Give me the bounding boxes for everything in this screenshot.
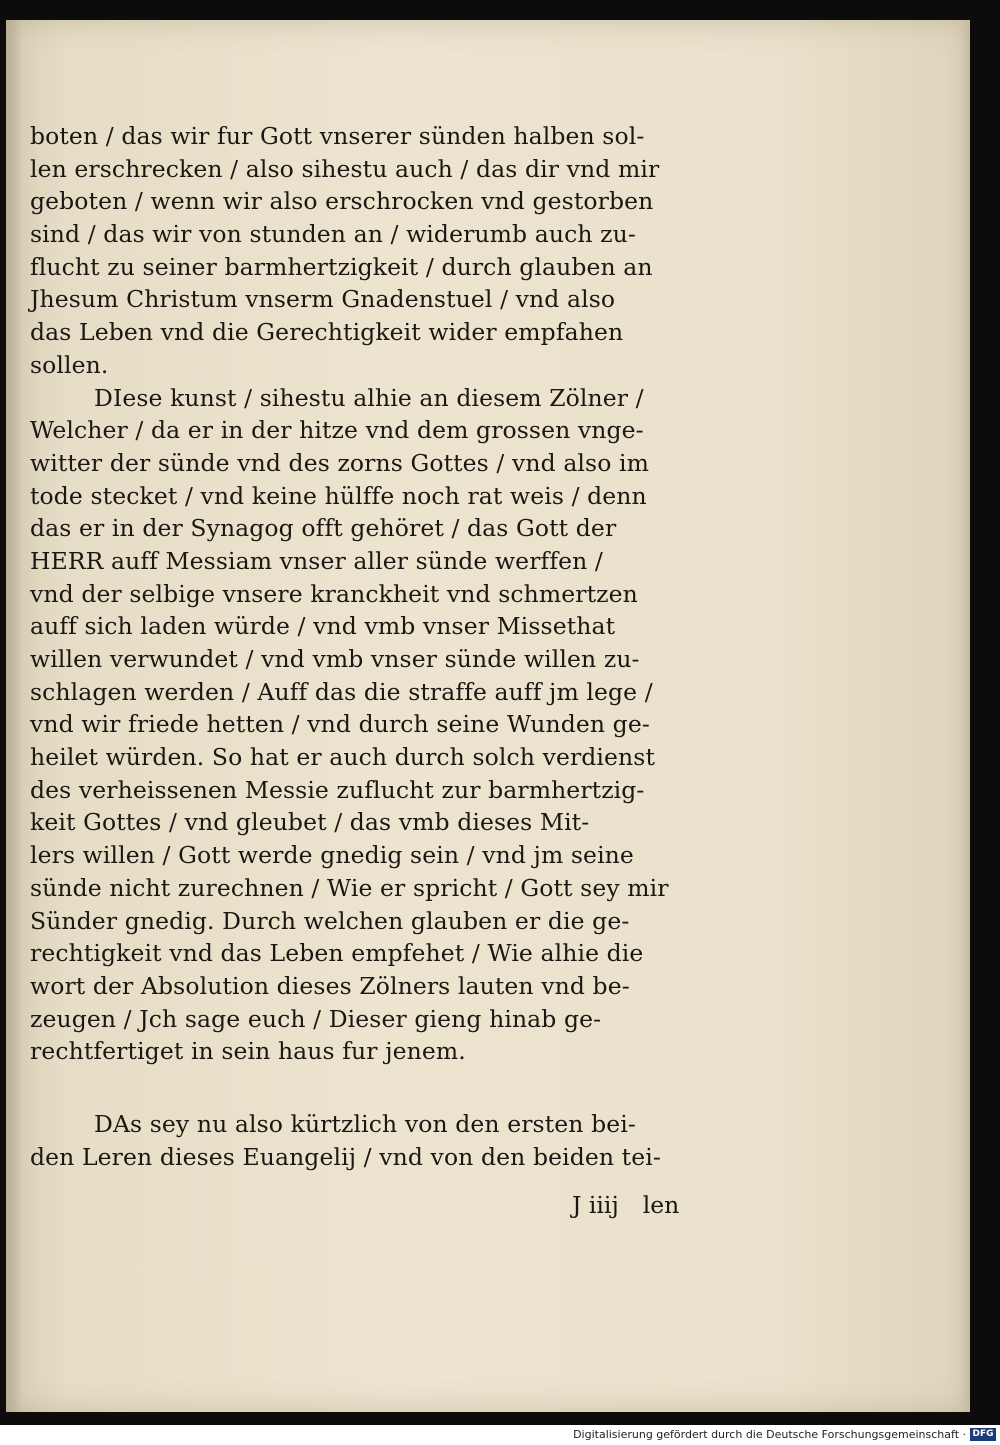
text-line: das Leben vnd die Gerechtigkeit wider empfahen (30, 318, 624, 347)
text-line: tode stecket / vnd keine hülffe noch rat weis / denn (30, 481, 647, 510)
paragraph-first-line: DAs sey nu also kürtzlich von den ersten bei- (94, 1109, 636, 1138)
text-line: willen verwundet / vnd vmb vnser sünde willen zu- (30, 645, 640, 673)
text-line: boten / das wir fur Gott vnserer sünden halben sol- (30, 122, 645, 150)
footer-bar (0, 1425, 1000, 1445)
funding-credit: Digitalisierung gefördert durch die Deutsche Forschungsgemeinschaft · (573, 1428, 966, 1441)
text-line: vnd der selbige vnsere kranckheit vnd schmertzen (30, 579, 638, 608)
page-foot (536, 1188, 746, 1222)
catchword: len (642, 1191, 680, 1219)
text-line: lers willen / Gott werde gnedig sein / vnd jm seine (30, 841, 634, 870)
text-line: wort der Absolution dieses Zölners lauten vnd be- (30, 971, 630, 1000)
text-line: geboten / wenn wir also erschrocken vnd gestorben (30, 187, 654, 216)
text-line: keit Gottes / vnd gleubet / das vmb dieses Mit- (30, 808, 590, 837)
dfg-logo-icon: DFG (970, 1428, 996, 1441)
text-line: des verheissenen Messie zuflucht zur barmhertzig- (30, 775, 645, 804)
text-line: Sünder gnedig. Durch welchen glauben er die ge- (30, 906, 630, 935)
paragraph-gap (30, 1068, 730, 1108)
text-line: len erschrecken / also sihestu auch / das dir vnd mir (30, 154, 660, 183)
text-line: sollen. (30, 350, 109, 379)
text-line: flucht zu seiner barmhertzigkeit / durch glauben an (30, 252, 653, 281)
text-line: HERR auff Messiam vnser aller sünde werffen / (30, 546, 603, 575)
paragraph-first-line: DIese kunst / sihestu alhie an diesem Zölner / (94, 383, 644, 412)
text-line: rechtfertiget in sein haus fur jenem. (30, 1037, 466, 1066)
page-edge-shadow (960, 20, 970, 1412)
text-line: Jhesum Christum vnserm Gnadenstuel / vnd also (30, 285, 616, 314)
text-line: Welcher / da er in der hitze vnd dem grossen vnge- (30, 416, 644, 445)
book-page (6, 20, 970, 1412)
text-line: das er in der Synagog offt gehöret / das Gott der (30, 514, 617, 543)
page-gutter-shadow (6, 20, 22, 1412)
signature-mark: J iiij (572, 1191, 619, 1219)
text-line: schlagen werden / Auff das die straffe auff jm lege / (30, 677, 653, 706)
text-line: vnd wir friede hetten / vnd durch seine Wunden ge- (30, 710, 650, 739)
text-line: den Leren dieses Euangelij / vnd von den beiden tei- (30, 1142, 661, 1171)
text-line: sünde nicht zurechnen / Wie er spricht / Gott sey mir (30, 873, 669, 902)
text-line: heilet würden. So hat er auch durch solch verdienst (30, 743, 655, 772)
body-text (30, 120, 730, 1173)
text-line: rechtigkeit vnd das Leben empfehet / Wie alhie die (30, 939, 644, 968)
text-line: sind / das wir von stunden an / widerumb auch zu- (30, 220, 636, 249)
text-line: witter der sünde vnd des zorns Gottes / vnd also im (30, 448, 650, 477)
text-line: zeugen / Jch sage euch / Dieser gieng hinab ge- (30, 1004, 602, 1033)
text-line: auff sich laden würde / vnd vmb vnser Missethat (30, 612, 616, 641)
